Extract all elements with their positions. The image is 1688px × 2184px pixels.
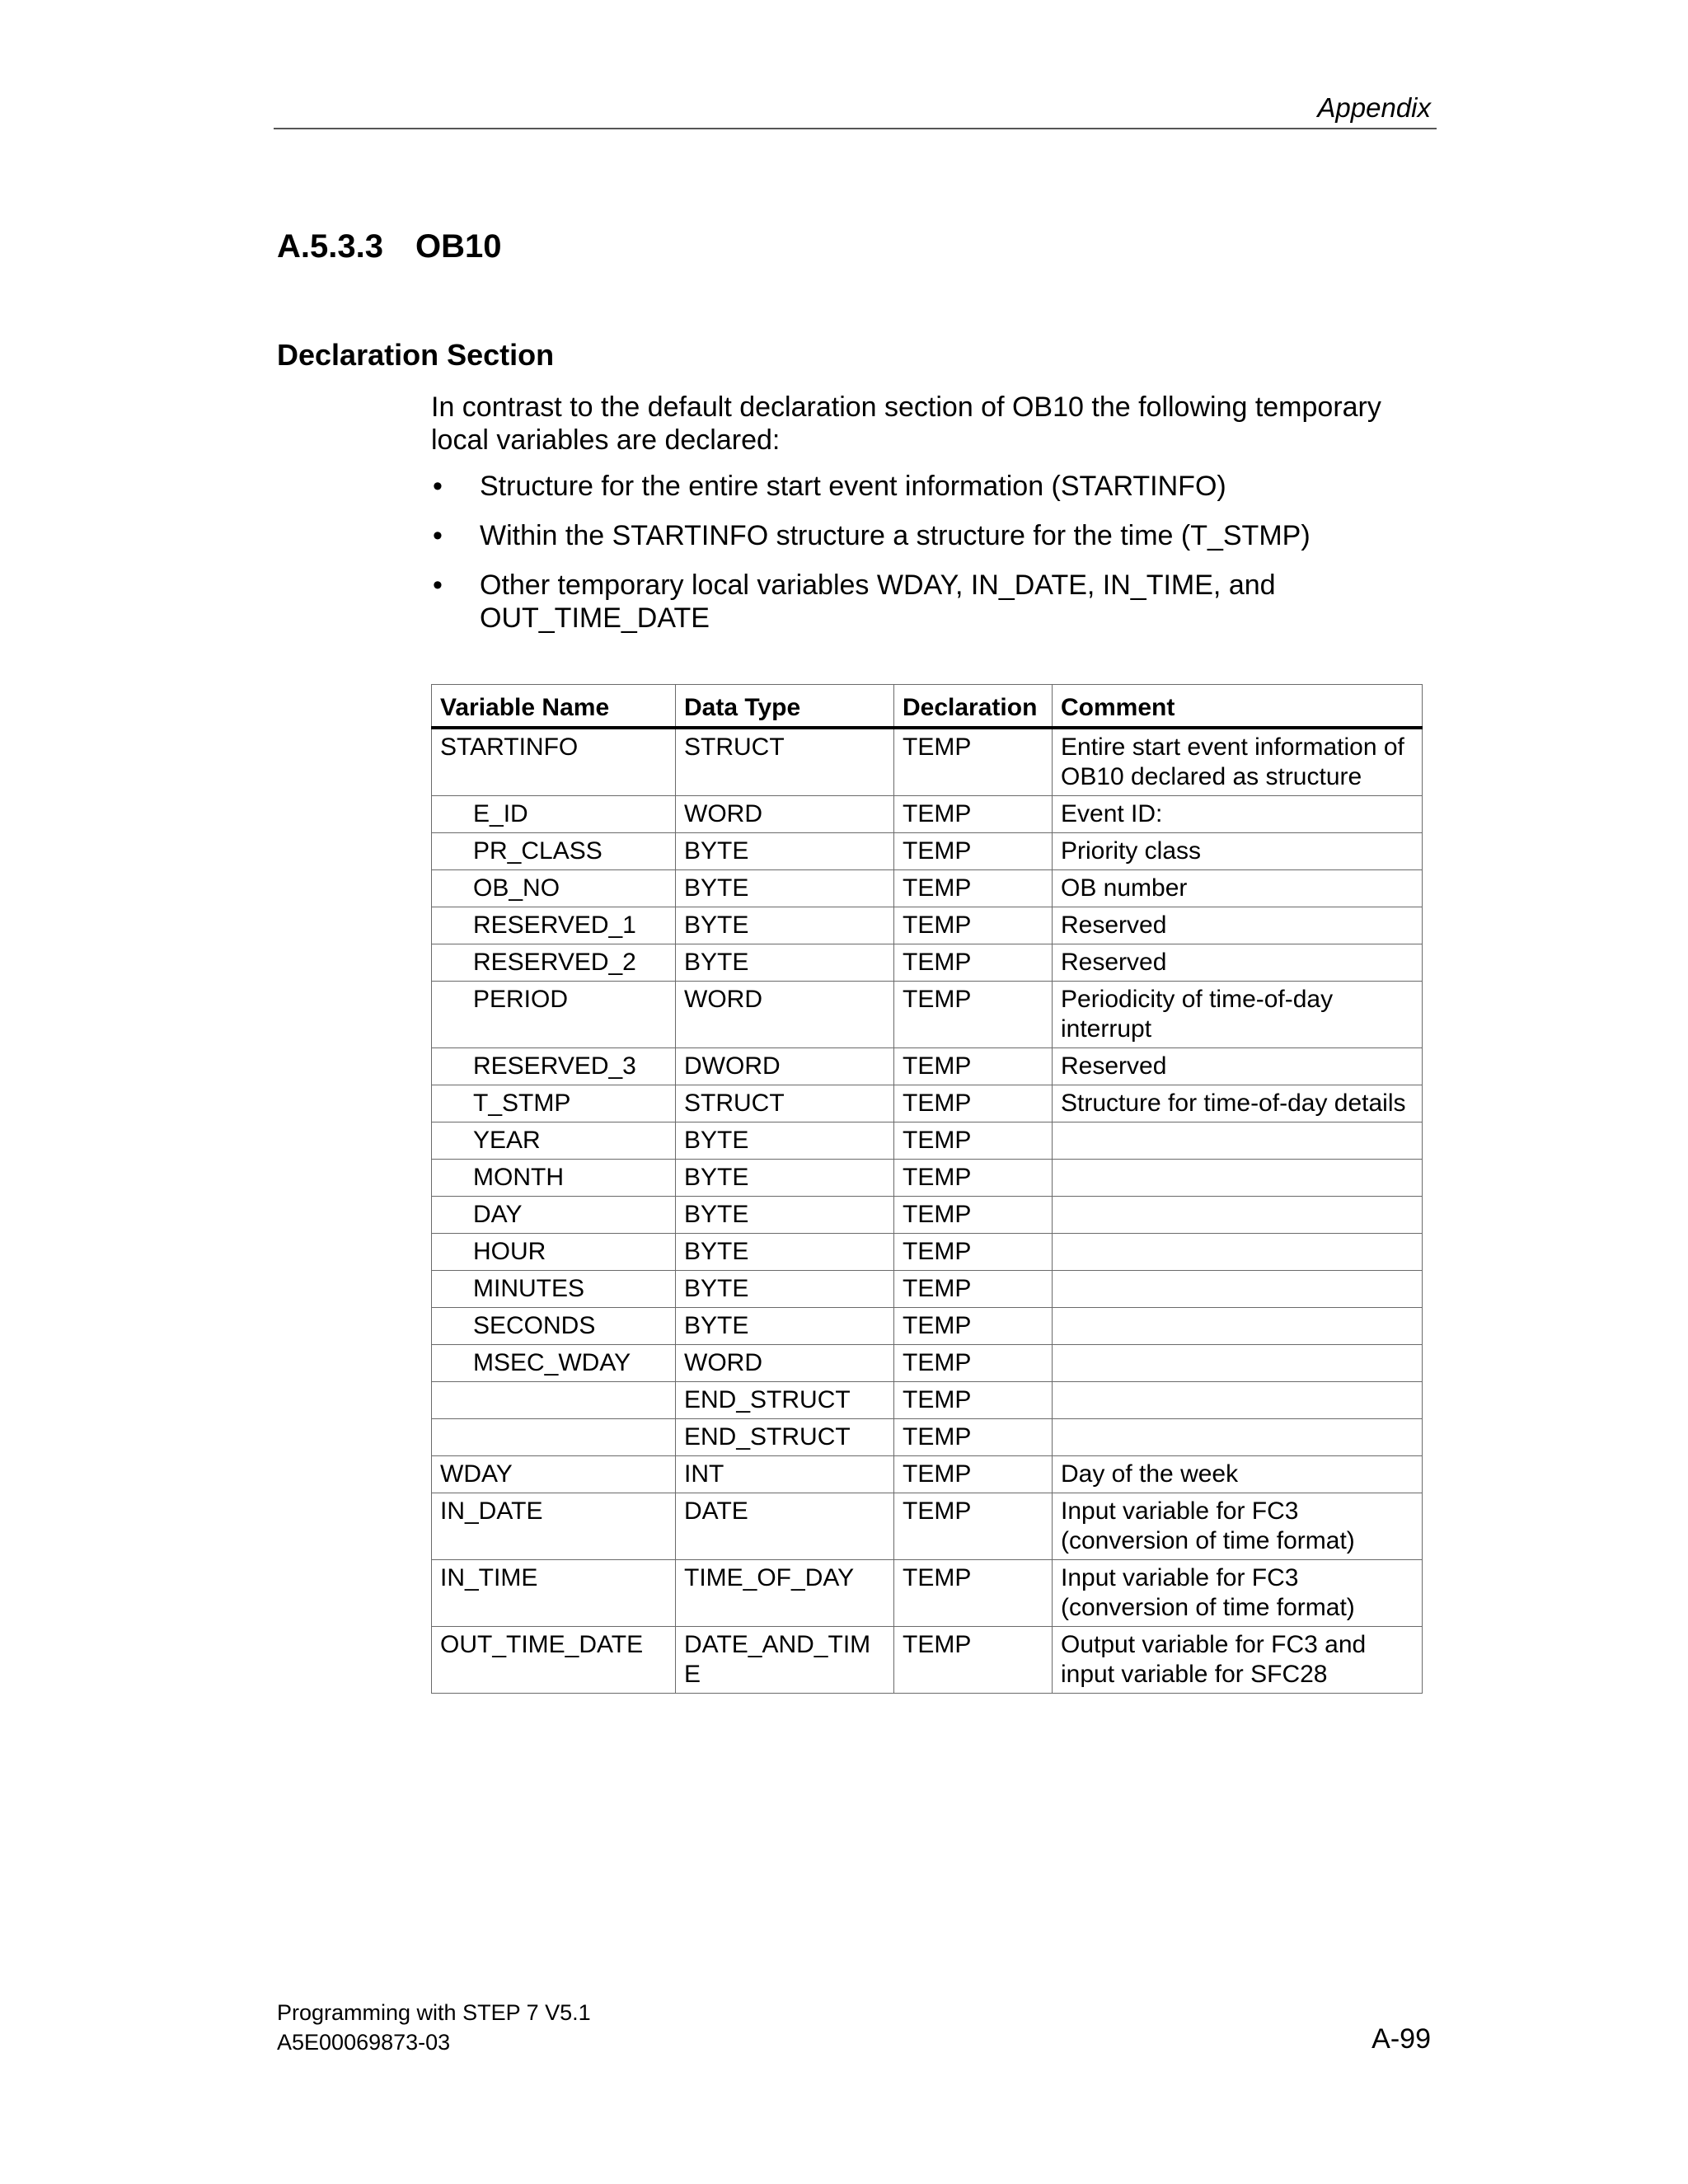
declaration-cell: TEMP — [894, 1308, 1053, 1345]
declaration-cell: TEMP — [894, 1122, 1053, 1160]
declaration-cell: TEMP — [894, 982, 1053, 1048]
table-row — [432, 1048, 1423, 1085]
bullet-text: Structure for the entire start event information (STARTINFO) — [480, 471, 1226, 502]
section-number: A.5.3.3 — [277, 228, 383, 265]
bullet-icon: • — [433, 520, 443, 551]
declaration-cell: TEMP — [894, 1345, 1053, 1382]
declaration-cell: TEMP — [894, 1085, 1053, 1122]
comment-cell: Entire start event information of OB10 declared as structure — [1053, 728, 1423, 796]
data-type-cell: BYTE — [676, 1271, 894, 1308]
comment-cell: Structure for time-of-day details — [1053, 1085, 1423, 1122]
variable-name-cell: YEAR — [432, 1122, 676, 1160]
comment-cell: Reserved — [1053, 907, 1423, 944]
bullet-text: Other temporary local variables WDAY, IN_DATE, IN_TIME, and OUT_TIME_DATE — [480, 569, 1276, 634]
data-type-cell: WORD — [676, 796, 894, 833]
variable-name-cell: PR_CLASS — [432, 833, 676, 870]
data-type-cell: BYTE — [676, 907, 894, 944]
table-row — [432, 1271, 1423, 1308]
comment-cell: Periodicity of time-of-day interrupt — [1053, 982, 1423, 1048]
column-header: Variable Name — [432, 685, 676, 729]
variable-name-cell: MSEC_WDAY — [432, 1345, 676, 1382]
variable-name-cell: HOUR — [432, 1234, 676, 1271]
variable-name-cell: STARTINFO — [432, 728, 676, 796]
data-type-cell: DATE_AND_TIME — [676, 1627, 894, 1694]
table-row — [432, 1197, 1423, 1234]
bullet-icon: • — [433, 569, 443, 601]
variable-name-cell: T_STMP — [432, 1085, 676, 1122]
variable-name-cell: WDAY — [432, 1456, 676, 1493]
comment-cell — [1053, 1160, 1423, 1197]
table-body — [432, 728, 1423, 1694]
comment-cell — [1053, 1271, 1423, 1308]
table-row — [432, 1560, 1423, 1627]
variable-name-cell: SECONDS — [432, 1308, 676, 1345]
bullet-item — [431, 519, 1445, 552]
declaration-cell: TEMP — [894, 1493, 1053, 1560]
data-type-cell: WORD — [676, 982, 894, 1048]
data-type-cell: STRUCT — [676, 1085, 894, 1122]
variable-name-cell — [432, 1382, 676, 1419]
running-header: Appendix — [1317, 92, 1431, 123]
declaration-cell: TEMP — [894, 944, 1053, 982]
table-row — [432, 1382, 1423, 1419]
page-number: A-99 — [1372, 2023, 1431, 2055]
declaration-cell: TEMP — [894, 1271, 1053, 1308]
bullet-icon: • — [433, 471, 443, 502]
column-header: Comment — [1053, 685, 1423, 729]
data-type-cell: BYTE — [676, 1160, 894, 1197]
declaration-table — [431, 684, 1423, 1694]
data-type-cell: END_STRUCT — [676, 1382, 894, 1419]
column-header: Declaration — [894, 685, 1053, 729]
declaration-cell: TEMP — [894, 728, 1053, 796]
declaration-cell: TEMP — [894, 833, 1053, 870]
table-row — [432, 1419, 1423, 1456]
variable-name-cell: PERIOD — [432, 982, 676, 1048]
declaration-cell: TEMP — [894, 907, 1053, 944]
table-row — [432, 1122, 1423, 1160]
declaration-cell: TEMP — [894, 1197, 1053, 1234]
bullet-item — [431, 569, 1445, 635]
table-row — [432, 1627, 1423, 1694]
comment-cell: Priority class — [1053, 833, 1423, 870]
table-row — [432, 1345, 1423, 1382]
column-header: Data Type — [676, 685, 894, 729]
table-row — [432, 1308, 1423, 1345]
table-row — [432, 870, 1423, 907]
comment-cell — [1053, 1345, 1423, 1382]
variable-name-cell — [432, 1419, 676, 1456]
table-row — [432, 982, 1423, 1048]
table-row — [432, 1234, 1423, 1271]
declaration-cell: TEMP — [894, 1456, 1053, 1493]
table-row — [432, 728, 1423, 796]
data-type-cell: BYTE — [676, 944, 894, 982]
table-row — [432, 907, 1423, 944]
data-type-cell: DWORD — [676, 1048, 894, 1085]
declaration-cell: TEMP — [894, 870, 1053, 907]
data-type-cell: BYTE — [676, 1122, 894, 1160]
data-type-cell: DATE — [676, 1493, 894, 1560]
table-row — [432, 1456, 1423, 1493]
table-row — [432, 833, 1423, 870]
intro-paragraph: In contrast to the default declaration section of OB10 the following temporary local variables are declared: — [431, 391, 1381, 456]
subheading: Declaration Section — [277, 338, 555, 372]
comment-cell: OB number — [1053, 870, 1423, 907]
declaration-cell: TEMP — [894, 1382, 1053, 1419]
data-type-cell: BYTE — [676, 1197, 894, 1234]
comment-cell: Input variable for FC3 (conversion of time format) — [1053, 1493, 1423, 1560]
data-type-cell: BYTE — [676, 870, 894, 907]
variable-name-cell: OB_NO — [432, 870, 676, 907]
declaration-cell: TEMP — [894, 1627, 1053, 1694]
variable-name-cell: MONTH — [432, 1160, 676, 1197]
declaration-cell: TEMP — [894, 1234, 1053, 1271]
footer-doc-info — [277, 1998, 591, 2057]
table-row — [432, 1160, 1423, 1197]
bullet-item — [431, 470, 1445, 503]
footer-doc-title: Programming with STEP 7 V5.1 — [277, 2000, 591, 2025]
declaration-cell: TEMP — [894, 1048, 1053, 1085]
data-type-cell: WORD — [676, 1345, 894, 1382]
data-type-cell: END_STRUCT — [676, 1419, 894, 1456]
variable-name-cell: RESERVED_1 — [432, 907, 676, 944]
comment-cell: Reserved — [1053, 1048, 1423, 1085]
section-title — [277, 228, 502, 265]
bullet-list — [431, 470, 1445, 651]
comment-cell: Reserved — [1053, 944, 1423, 982]
data-type-cell: BYTE — [676, 833, 894, 870]
header-rule — [274, 128, 1437, 129]
data-type-cell: INT — [676, 1456, 894, 1493]
comment-cell — [1053, 1234, 1423, 1271]
declaration-cell: TEMP — [894, 796, 1053, 833]
table-row — [432, 796, 1423, 833]
declaration-cell: TEMP — [894, 1419, 1053, 1456]
table-row — [432, 1493, 1423, 1560]
table-row — [432, 1085, 1423, 1122]
section-name: OB10 — [415, 228, 502, 265]
variable-name-cell: E_ID — [432, 796, 676, 833]
data-type-cell: BYTE — [676, 1234, 894, 1271]
declaration-cell: TEMP — [894, 1560, 1053, 1627]
comment-cell — [1053, 1197, 1423, 1234]
declaration-cell: TEMP — [894, 1160, 1053, 1197]
data-type-cell: BYTE — [676, 1308, 894, 1345]
comment-cell: Input variable for FC3 (conversion of time format) — [1053, 1560, 1423, 1627]
variable-name-cell: DAY — [432, 1197, 676, 1234]
variable-name-cell: IN_TIME — [432, 1560, 676, 1627]
variable-name-cell: RESERVED_2 — [432, 944, 676, 982]
table-header-row — [432, 685, 1423, 729]
variable-name-cell: RESERVED_3 — [432, 1048, 676, 1085]
variable-name-cell: MINUTES — [432, 1271, 676, 1308]
comment-cell — [1053, 1308, 1423, 1345]
comment-cell — [1053, 1122, 1423, 1160]
comment-cell: Output variable for FC3 and input variable for SFC28 — [1053, 1627, 1423, 1694]
table-row — [432, 944, 1423, 982]
data-type-cell: TIME_OF_DAY — [676, 1560, 894, 1627]
variable-name-cell: OUT_TIME_DATE — [432, 1627, 676, 1694]
comment-cell — [1053, 1382, 1423, 1419]
bullet-text: Within the STARTINFO structure a structure for the time (T_STMP) — [480, 520, 1311, 551]
variable-name-cell: IN_DATE — [432, 1493, 676, 1560]
comment-cell: Event ID: — [1053, 796, 1423, 833]
data-type-cell: STRUCT — [676, 728, 894, 796]
footer-doc-number: A5E00069873-03 — [277, 2030, 451, 2055]
comment-cell: Day of the week — [1053, 1456, 1423, 1493]
comment-cell — [1053, 1419, 1423, 1456]
